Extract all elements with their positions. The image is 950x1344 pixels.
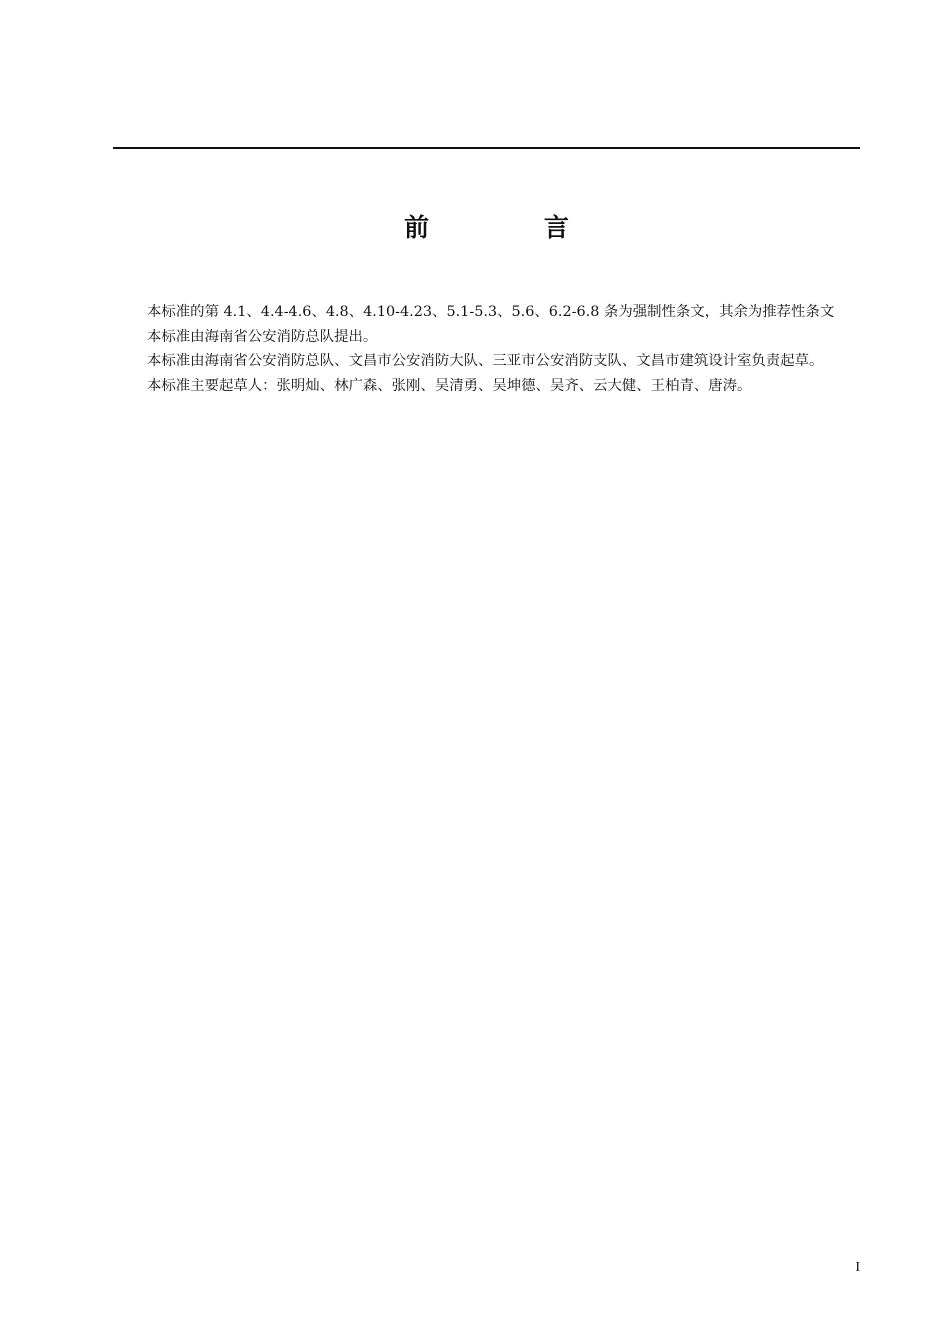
page-number: I xyxy=(855,1260,860,1275)
paragraph-drafters: 本标准主要起草人：张明灿、林广森、张刚、吴清勇、吴坤德、吴齐、云大健、王柏青、唐涛。 xyxy=(147,377,752,394)
section-heading: 前 言 xyxy=(404,213,622,242)
paragraph-proposer: 本标准由海南省公安消防总队提出。 xyxy=(147,328,378,345)
foreword-body xyxy=(113,300,863,398)
header-rule xyxy=(113,147,860,149)
paragraph-drafting-units: 本标准由海南省公安消防总队、文昌市公安消防大队、三亚市公安消防支队、文昌市建筑设计室负责起草。 xyxy=(147,353,824,369)
paragraph-mandatory-clauses: 本标准的第 4.1、4.4-4.6、4.8、4.10-4.23、5.1-5.3、5.6、6.2-6.8 条为强制性条文，其余为推荐性条文 xyxy=(147,304,835,320)
